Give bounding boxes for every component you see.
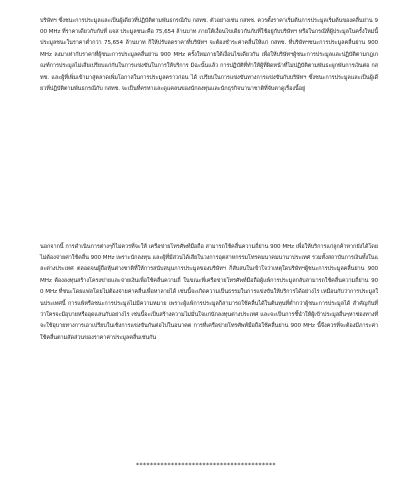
- section-separator: ****************************************: [136, 462, 276, 469]
- body-paragraph-2: นอกจากนี้ การดำเนินการต่างๆก็ไม่ควรที่จะให้ เครือข่ายโทรศัพท์มือถือ สามารถใช้คลื่นความถี่ย่าน 900 MHz เพื่อให้บริการแก่ลูกค้าหากยังได้โดยไม่ต้องจ่ายค่าใช้คลื่น 900 MHz เพราะนักลงทุน และผู้ที่มีส่วนได้เสียในวงการอุตสาหกรรมโทรคมนาคมนานาประเทศ รวมทั้งสถาบันการเงินทั้งในและต่างประเทศ ตลอดจนผู้ถือหุ้นต่างชาติที่ให้การสนับสนุนการประมูลของบริษัทฯ ก็สับสนในเข้าใจว่าเหตุใดบริษัทฯผู้ชนะการประมูลคลื่นย่าน 900 MHz ต้องลงทุนสร้างโครงข่ายและจ่ายเงินเพื่อใช้คลื่นความถี่ ในขณะที่เครือข่ายโทรศัพท์มือถือผู้แพ้การประมูลกลับสามารถใช้คลื่นความถี่ย่าน 900 MHz ที่ชนะโดยแฟลโดยไม่ต้องจ่ายค่าคลื่นเพื่อหาลายได้ เช่นนี้จะเกิดความเป็นธรรมในการแข่งขันให้บริการได้อย่างไร เหมือนกับว่าการประมูลในประเทศนี้ การแพ้หรือชนะการประมูลไม่มีความหมาย เพราะผู้แพ้การประมูลก็สามารถใช้คลื่นได้ในต้นทุนที่ต่ำกว่าผู้ชนะการประมูลได้ สำคัญกันที่ว่าใครจะมีอุบายหรืออุดแล่นกับอย่างไร เช่นนี้จะเป็นสร้างความไม่มั่นใจแก่นักลงทุนต่างประเทศ และจะเป็นการชี้นำให้ผู้เข้าประมูลอื่นๆหาช่องทางที่จะใช้อุบายทางการเอาเปรียบในเชิงการแข่งขันกันต่อไปในอนาคต การที่เครือข่ายโทรศัพท์มือถือใช้คลื่นย่าน 900 MHz นี้จึงควรที่จะต้องมีภาระค่าใช้คลื่นตามสัดส่วนของราคาค่าประมูลคลื่นเช่นกัน: [40, 243, 378, 341]
- body-paragraph-1: บริษัทฯ ซึ่งชนะการประมูลและเป็นผู้เดียวที่ปฏิบัติตามพันธกรณีกับ กสทช. ตัวอย่างเช่น กสทช. ควรตั้งราคาเริ่มต้นการประมูลเริ่มต้นของคลื่นย่าน 900 MHz ที่ราคาเดียวกับกับที่ แจส ประมูลชนะคือ 75,654 ล้านบาท ภายใต้เงื่อนไขเดียวกันกับที่ใช้อยู่กับบริษัทฯ หรือในกรณีที่ผู้ประมูลในครั้งใหม่นี้ประมูลชนะในราคาต่ำกว่า 75,654 ล้านบาท ก็ให้ปรับลดราคาที่บริษัทฯ จะต้องชำระค่าคลื่นให้แก่ กสทช. ที่บริษัทฯชนะการประมูลคลื่นย่าน 900 MHz ลงมาเท่ากับราคาที่ผู้ชนะการประมูลคลื่นย่าน 900 MHz ครั้งใหม่ภายใต้เงื่อนไขเดียวกัน เพื่อให้บริษัทฯผู้ชนะการประมูลและปฏิบัติตามกฎเกณฑ์การประมูลไม่เสียเปรียบแก่กันในการแข่งขันในการให้บริการ มิฉะนั้นแล้ว การปฏิบัติที่ทำให้ผู้ที่ผิดหน้าที่ไม่ปฏิบัติตามพันธะผูกพันการเงินต่อ กสทช. และผู้ที่เพิ่มเข้ามาสู่ตลาดเพิ่มโอกาสในการประมูลคราวก่อน ได้ เปรียบในการแข่งขันทางการแข่งขันกับบริษัทฯ ซึ่งชนะการประมูลและเป็นผู้เดียวที่ปฏิบัติตามพันธกรณีกับ กสทช. จะเป็นที่ครหาและดูแคลนของนักลงทุนและนักธุรกิจนานาชาติที่จับตาดูเรื่องนี้อยู่: [40, 17, 378, 93]
